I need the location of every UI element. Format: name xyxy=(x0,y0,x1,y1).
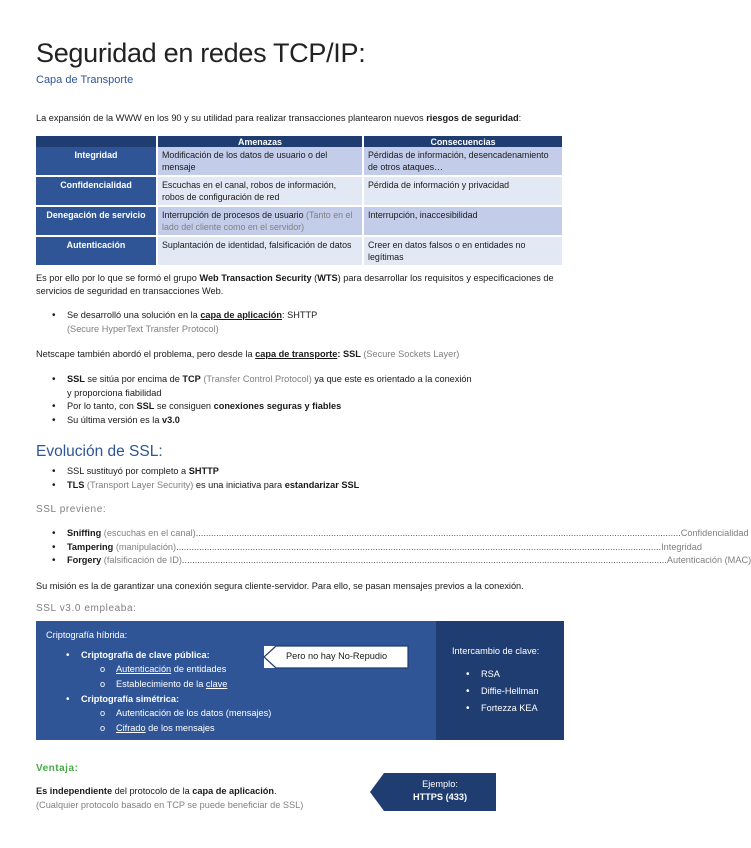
symmetric-list xyxy=(66,693,366,707)
row-header-confidentiality: Confidencialidad xyxy=(36,176,157,206)
public-key-sub-1: o Autenticación de entidades xyxy=(100,664,227,674)
table-row xyxy=(36,176,563,206)
evolution-list xyxy=(52,465,552,492)
mission-paragraph: Su misión es la de garantizar una conexión segura cliente-servidor. Para ello, se pasan mensajes previos a la conexión. xyxy=(36,581,524,591)
intro-paragraph: La expansión de la WWW en los 90 y su utilidad para realizar transacciones plantearon nuevos riesgos de seguridad: xyxy=(36,113,522,123)
example-label: Ejemplo: xyxy=(422,779,458,789)
row-header-integrity: Integridad xyxy=(36,147,157,176)
consequence-cell: Creer en datos falsos o en entidades no legítimas xyxy=(363,236,563,266)
symmetric-sub-2: o Cifrado de los mensajes xyxy=(100,723,215,733)
list-item: • Fortezza KEA xyxy=(466,700,566,717)
key-exchange-list xyxy=(466,666,566,717)
ssl-points-list xyxy=(52,373,552,427)
table-row xyxy=(36,236,563,266)
list-item: • Forgery (falsificación de ID) .............................................................................................................................................................................................. Autenticación (MAC) xyxy=(52,554,526,568)
list-item: • Tampering (manipulación) .............................................................................................................................................................................................. Integridad xyxy=(52,541,526,555)
evolution-heading: Evolución de SSL: xyxy=(36,443,163,460)
netscape-paragraph: Netscape también abordó el problema, pero desde la capa de transporte: SSL (Secure Sockets Layer) xyxy=(36,349,460,359)
security-risks-table xyxy=(36,136,564,267)
hybrid-crypto-title: Criptografía híbrida: xyxy=(46,630,128,640)
table-row xyxy=(36,147,563,176)
table-corner-cell xyxy=(36,136,157,147)
public-key-sub-2: o Establecimiento de la clave xyxy=(100,679,228,689)
table-header-row xyxy=(36,136,563,147)
example-value: HTTPS (433) xyxy=(412,792,468,802)
prevents-list xyxy=(52,527,751,568)
list-item: • Diffie-Hellman xyxy=(466,683,566,700)
symmetric-sub-1: o Autenticación de los datos (mensajes) xyxy=(100,708,272,718)
threat-cell: Suplantación de identidad, falsificación de datos xyxy=(157,236,363,266)
advantage-paragraph: Es independiente del protocolo de la capa de aplicación. xyxy=(36,786,277,796)
column-header-threats: Amenazas xyxy=(157,136,363,147)
list-item: • Sniffing (escuchas en el canal) .............................................................................................................................................................................................. Confidencialidad xyxy=(52,527,526,541)
example-callout xyxy=(370,773,496,811)
list-item: • Por lo tanto, con SSL se consiguen conexiones seguras y fiables xyxy=(52,400,552,414)
list-item: • SSL sustituyó por completo a SHTTP xyxy=(52,465,552,479)
column-header-consequences: Consecuencias xyxy=(363,136,563,147)
leader-dots: .............................................................................................................................................................................................. xyxy=(176,541,662,552)
list-item: • TLS (Transport Layer Security) es una iniciativa para estandarizar SSL xyxy=(52,479,552,493)
key-exchange-title: Intercambio de clave: xyxy=(452,646,540,656)
leader-dots: .............................................................................................................................................................................................. xyxy=(195,528,681,538)
wts-paragraph: Es por ello por lo que se formó el grupo Web Transaction Security (WTS) para desarrollar los requisitos y especificaciones de servicios de seguridad en transacciones Web. xyxy=(36,273,554,296)
consequence-cell: Pérdida de información y privacidad xyxy=(363,176,563,206)
list-item: • SSL se sitúa por encima de TCP (Transfer Control Protocol) ya que este es orientado a la conexión y proporciona fiabilidad xyxy=(52,373,552,400)
threat-cell: Modificación de los datos de usuario o del mensaje xyxy=(157,147,363,176)
shttp-list xyxy=(52,309,552,336)
table-row xyxy=(36,206,563,236)
hybrid-crypto-panel xyxy=(36,621,436,740)
list-item: • Su última versión es la v3.0 xyxy=(52,414,552,428)
threat-cell: Escuchas en el canal, robos de información, robos de configuración de red xyxy=(157,176,363,206)
advantage-note: (Cualquier protocolo basado en TCP se puede beneficiar de SSL) xyxy=(36,800,304,810)
v3-heading: SSL v3.0 empleaba: xyxy=(36,603,137,614)
list-item: • Criptografía de clave pública: xyxy=(66,649,366,663)
page-title: Seguridad en redes TCP/IP: xyxy=(36,38,366,68)
threat-cell: Interrupción de procesos de usuario (Tanto en el lado del cliente como en el servidor) xyxy=(157,206,363,236)
row-header-authentication: Autenticación xyxy=(36,236,157,266)
consequence-cell: Pérdidas de información, desencadenamiento de otros ataques… xyxy=(363,147,563,176)
list-item: • Se desarrolló una solución en la capa de aplicación: SHTTP (Secure HyperText Transfer Protocol) xyxy=(52,309,552,336)
no-repudiation-callout: Pero no hay No-Repudio xyxy=(264,646,408,668)
advantage-heading: Ventaja: xyxy=(36,763,79,774)
row-header-denial-of-service: Denegación de servicio xyxy=(36,206,157,236)
list-item: • Criptografía simétrica: xyxy=(66,693,366,707)
page-subtitle: Capa de Transporte xyxy=(36,74,134,86)
leader-dots: .............................................................................................................................................................................................. xyxy=(181,555,667,565)
list-item: • RSA xyxy=(466,666,566,683)
consequence-cell: Interrupción, inaccesibilidad xyxy=(363,206,563,236)
prevents-heading: SSL previene: xyxy=(36,504,107,515)
